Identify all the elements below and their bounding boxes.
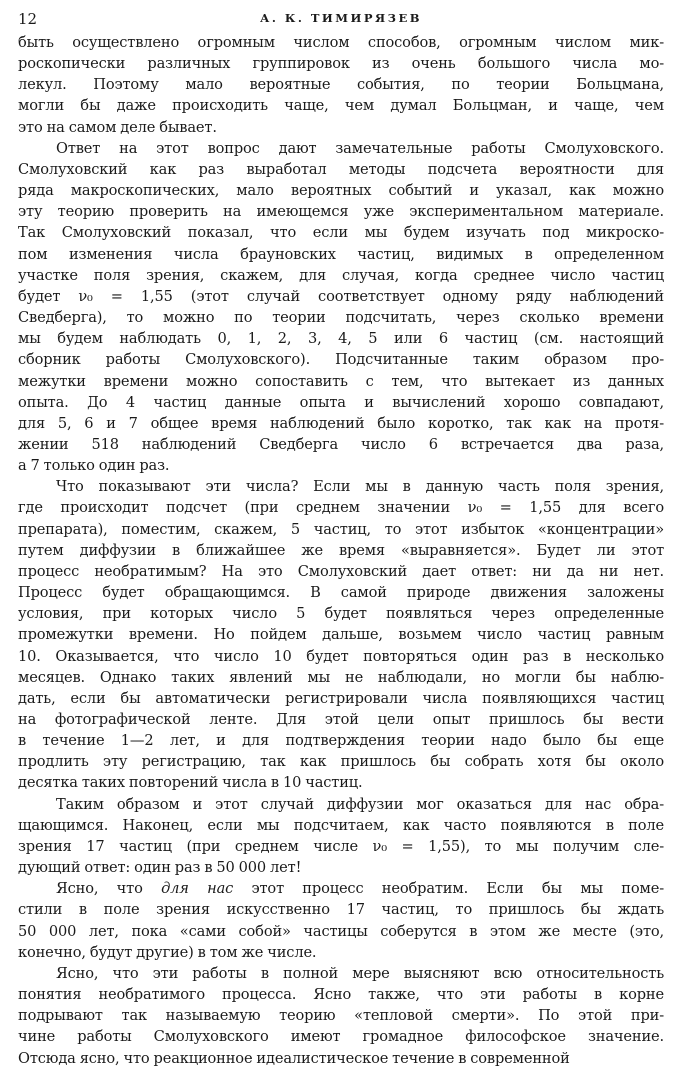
text-line: продлить эту регистрацию, так как пришлось бы собрать хотя бы около — [18, 753, 664, 771]
text-line: зрения 17 частиц (при среднем числе ν₀ = 1,55), то мы получим сле- — [18, 837, 664, 855]
page-header — [18, 6, 664, 32]
body-text — [18, 32, 664, 1069]
text-line: Ясно, что эти работы в полной мере выясняют всю относительность — [56, 964, 664, 982]
paragraph — [18, 794, 664, 879]
text-line: Смолуховский как раз выработал методы подсчета вероятности для — [18, 160, 664, 178]
text-line: месяцев. Однако таких явлений мы не наблюдали, но могли бы наблю- — [18, 668, 664, 686]
text-line: эту теорию проверить на имеющемся уже экспериментальном материале. — [18, 203, 664, 221]
document-page — [18, 6, 664, 1069]
text-line: конечно, будут другие) в том же числе. — [18, 943, 317, 961]
text-line: Ответ на этот вопрос дают замечательные работы Смолуховского. — [56, 139, 664, 157]
text-line: в течение 1—2 лет, и для подтверждения теории надо было бы еще — [18, 732, 664, 750]
text-line: промежутки времени. Но пойдем дальше, возьмем число частиц равным — [18, 626, 664, 644]
text-line: опыта. До 4 частиц данные опыта и вычислений хорошо совпадают, — [18, 393, 664, 411]
paragraph — [18, 138, 664, 477]
text-line: сборник работы Смолуховского). Подсчитанные таким образом про- — [18, 351, 664, 369]
text-line: Отсюда ясно, что реакционное идеалистическое течение в современной — [18, 1049, 570, 1067]
text-line: условия, при которых число 5 будет появляться через определенные — [18, 605, 664, 623]
paragraph — [18, 963, 664, 1069]
text-line: препарата), поместим, скажем, 5 частиц, то этот избыток «концентрации» — [18, 520, 664, 538]
text-line: где происходит подсчет (при среднем значении ν₀ = 1,55 для всего — [18, 499, 664, 517]
text-line: Процесс будет обращающимся. В самой природе движения заложены — [18, 584, 664, 602]
text-line: дать, если бы автоматически регистрировали числа появляющихся частиц — [18, 689, 664, 707]
paragraph — [18, 878, 664, 963]
text-line: это на самом деле бывает. — [18, 118, 217, 136]
text-line: Так Смолуховский показал, что если мы будем изучать под микроско- — [18, 224, 664, 242]
text-line: понятия необратимого процесса. Ясно также, что эти работы в корне — [18, 986, 664, 1004]
text-line: Таким образом и этот случай диффузии мог оказаться для нас обра- — [56, 795, 664, 813]
text-line: щающимся. Наконец, если мы подсчитаем, как часто появляются в поле — [18, 816, 664, 834]
text-line: путем диффузии в ближайшее же время «выравняется». Будет ли этот — [18, 541, 664, 559]
text-line: Сведберга), то можно по теории подсчитать, через сколько времени — [18, 309, 664, 327]
text-line: десятка таких повторений числа в 10 частиц. — [18, 774, 363, 792]
text-line: чине работы Смолуховского имеют громадное философское значение. — [18, 1028, 664, 1046]
text-line: будет ν₀ = 1,55 (этот случай соответствует одному ряду наблюдений — [18, 287, 664, 305]
text-line: роскопически различных группировок из очень большого числа мо- — [18, 55, 664, 73]
text-line: а 7 только один раз. — [18, 457, 170, 475]
emphasis: для нас — [161, 880, 234, 898]
text-line: 10. Оказывается, что число 10 будет повторяться один раз в несколько — [18, 647, 664, 665]
text-line: 50 000 лет, пока «сами собой» частицы соберутся в этом же месте (это, — [18, 922, 664, 940]
text-line: Ясно, что для нас этот процесс необратим. Если бы мы поме- — [56, 880, 664, 898]
text-line: быть осуществлено огромным числом способов, огромным числом мик- — [18, 34, 664, 51]
text-line: участке поля зрения, скажем, для случая, когда среднее число частиц — [18, 266, 664, 284]
text-line: Что показывают эти числа? Если мы в данную часть поля зрения, — [56, 478, 664, 496]
text-line: пом изменения числа брауновских частиц, видимых в определенном — [18, 245, 664, 263]
text-line: стили в поле зрения искусственно 17 частиц, то пришлось бы ждать — [18, 901, 664, 919]
text-line: на фотографической ленте. Для этой цели опыт пришлось бы вести — [18, 711, 664, 728]
text-line: межутки времени можно сопоставить с тем, что вытекает из данных — [18, 372, 664, 390]
text-line: мы будем наблюдать 0, 1, 2, 3, 4, 5 или 6 частиц (см. настоящий — [18, 330, 664, 348]
text-line: лекул. Поэтому мало вероятные события, по теории Больцмана, — [18, 76, 664, 94]
paragraph — [18, 476, 664, 793]
text-line: ряда макроскопических, мало вероятных событий и указал, как можно — [18, 182, 664, 200]
text-line: могли бы даже происходить чаще, чем думал Больцман, и чаще, чем — [18, 97, 664, 115]
paragraph — [18, 32, 664, 138]
text-line: подрывают так называемую теорию «тепловой смерти». По этой при- — [18, 1007, 664, 1025]
text-line: жении 518 наблюдений Сведберга число 6 встречается два раза, — [18, 435, 664, 453]
page-number: 12 — [18, 10, 38, 28]
text-line: процесс необратимым? На это Смолуховский дает ответ: ни да ни нет. — [18, 562, 664, 580]
text-line: дующий ответ: один раз в 50 000 лет! — [18, 859, 302, 877]
text-line: для 5, 6 и 7 общее время наблюдений было коротко, так как на протя- — [18, 414, 664, 432]
running-head: А. К. ТИМИРЯЗЕВ — [260, 11, 422, 25]
